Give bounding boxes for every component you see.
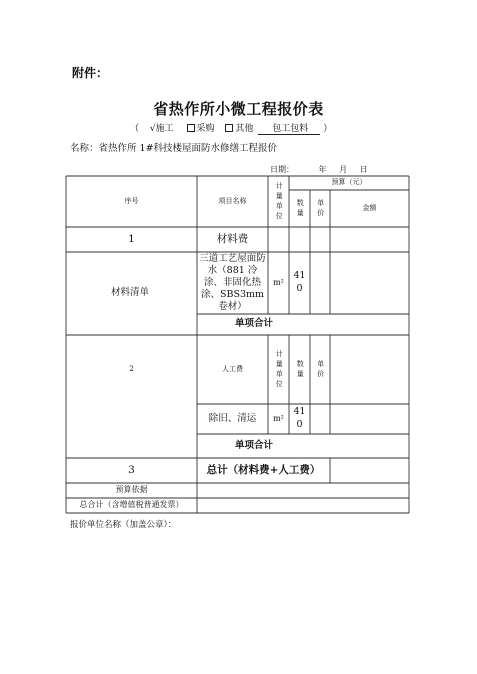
option-construction[interactable]: √施工 (149, 124, 174, 134)
attachment-label: 附件： (72, 66, 109, 80)
material-list-label: 材料清单 (110, 287, 149, 299)
header-index: 序号 (124, 196, 139, 205)
header-budget: 预算（元） (331, 178, 367, 187)
open-paren: （ (130, 124, 140, 134)
date-year: 年 (318, 165, 327, 174)
date-label: 日期： (270, 165, 294, 174)
section2-name: 人工费 (222, 364, 243, 373)
material-subtotal: 单项合计 (235, 318, 274, 330)
labor-quantity: 410 (293, 406, 306, 430)
grand-total-title: 总计（材料费+人工费） (206, 464, 321, 477)
project-name-line (70, 140, 277, 154)
header-amount: 金额 (362, 203, 377, 212)
material-quantity: 410 (293, 270, 306, 294)
header-unit: 计量单位 (275, 181, 284, 222)
option-purchase[interactable]: 采购 (187, 121, 215, 134)
budget-basis-label: 预算依据 (115, 485, 148, 495)
material-unit: m² (273, 277, 284, 287)
project-name-value: 省热作所 1#科技楼屋面防水修缮工程报价 (98, 143, 278, 154)
section3-index: 3 (128, 464, 135, 477)
section2-index: 2 (129, 364, 134, 373)
page-title: 省热作所小微工程报价表 (153, 100, 324, 118)
labor-subtotal: 单项合计 (235, 439, 274, 451)
header-quantity: 数量 (296, 198, 305, 219)
material-item: 三道工艺屋面防水（881 冷涂、非固化热涂、SBS3mm 卷材） (199, 253, 266, 312)
checkbox-icon (225, 124, 233, 132)
grand-total-label: 总合计（含增值税普通发票） (79, 500, 184, 510)
labor-price-header: 单价 (316, 359, 325, 380)
header-price: 单价 (316, 198, 325, 219)
date-month: 月 (339, 165, 348, 174)
labor-unit: m² (273, 413, 284, 423)
option-other-value: 包工包料 (258, 121, 320, 135)
company-name-label: 报价单位名称（加盖公章）： (70, 520, 177, 530)
section1-index: 1 (128, 233, 135, 246)
header-item-name: 项目名称 (218, 196, 247, 205)
labor-item: 除旧、清运 (208, 412, 257, 424)
project-name-label: 名称： (70, 143, 99, 154)
close-paren: ） (323, 124, 333, 134)
labor-quantity-header: 数量 (296, 359, 305, 380)
date-line (270, 164, 368, 175)
section1-name: 材料费 (216, 233, 249, 246)
type-options (130, 121, 332, 135)
option-other[interactable]: 其他 (225, 121, 253, 134)
checkbox-icon (187, 124, 195, 132)
labor-unit-header: 计量单位 (275, 349, 284, 390)
date-day: 日 (359, 165, 368, 174)
